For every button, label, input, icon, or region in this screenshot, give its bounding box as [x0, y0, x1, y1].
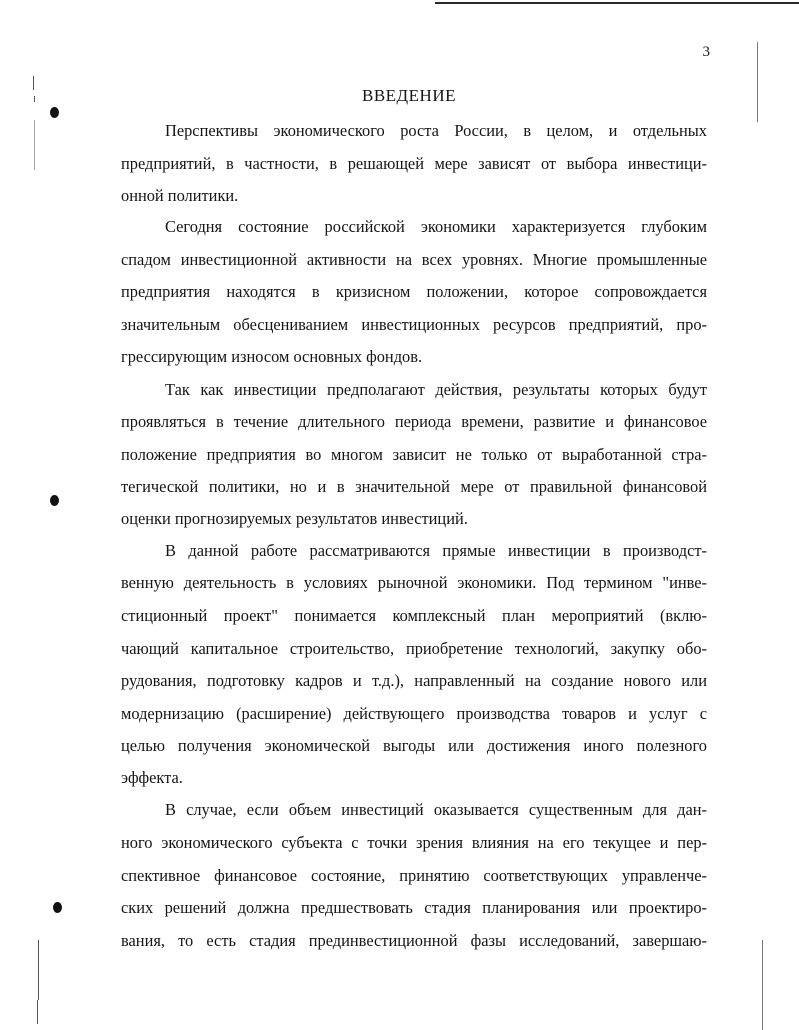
- scan-margin-mark: [38, 940, 39, 1000]
- text-line: рудования, подготовку кадров и т.д.), направленный на создание нового или: [121, 671, 707, 690]
- text-line: В данной работе рассматриваются прямые инвестиции в производст-: [165, 541, 707, 560]
- text-line: Так как инвестиции предполагают действия, результаты которых будут: [165, 380, 707, 399]
- text-line: чающий капитальное строительство, приобретение технологий, закупку обо-: [121, 639, 707, 658]
- scan-margin-mark: [757, 42, 758, 122]
- text-line: значительным обесцениванием инвестиционных ресурсов предприятий, про-: [121, 315, 707, 334]
- text-line: эффекта.: [121, 768, 183, 787]
- scan-edge-line: [435, 2, 799, 4]
- text-line: стиционный проект" понимается комплексный план мероприятий (вклю-: [121, 606, 707, 625]
- text-line: тегической политики, но и в значительной мере от правильной финансовой: [121, 477, 707, 496]
- page-title: ВВЕДЕНИЕ: [362, 86, 456, 105]
- text-line: онной политики.: [121, 186, 239, 205]
- text-line: Перспективы экономического роста России, в целом, и отдельных: [165, 121, 707, 140]
- text-line: венную деятельность в условиях рыночной экономики. Под термином "инве-: [121, 573, 707, 592]
- scan-margin-mark: [762, 940, 763, 1030]
- text-line: оценки прогнозируемых результатов инвестиций.: [121, 509, 468, 528]
- text-line: спадом инвестиционной активности на всех уровнях. Многие промышленные: [121, 250, 707, 269]
- punch-hole-dot: [50, 495, 59, 506]
- text-line: целью получения экономической выгоды или достижения иного полезного: [121, 736, 707, 755]
- scan-margin-mark: [37, 1000, 38, 1024]
- text-line: В случае, если объем инвестиций оказывается существенным для дан-: [165, 800, 707, 819]
- punch-hole-dot: [50, 107, 59, 118]
- text-line: ских решений должна предшествовать стадия планирования или проектиро-: [121, 898, 707, 917]
- text-line: предприятий, в частности, в решающей мере зависят от выбора инвестици-: [121, 154, 707, 173]
- punch-hole-dot: [53, 902, 62, 913]
- text-line: ного экономического субъекта с точки зрения влияния на его текущее и пер-: [121, 833, 707, 852]
- text-line: предприятия находятся в кризисном положении, которое сопровождается: [121, 282, 707, 301]
- text-line: проявляться в течение длительного периода времени, развитие и финансовое: [121, 412, 707, 431]
- page-number: 3: [702, 44, 710, 60]
- text-line: грессирующим износом основных фондов.: [121, 347, 423, 366]
- scan-margin-mark: [34, 120, 35, 170]
- text-line: Сегодня состояние российской экономики характеризуется глубоким: [165, 217, 707, 236]
- text-line: положение предприятия во многом зависит не только от выработанной стра-: [121, 445, 707, 464]
- text-line: спективное финансовое состояние, принятию соответствующих управленче-: [121, 866, 707, 885]
- text-line: вания, то есть стадия прединвестиционной фазы исследований, завершаю-: [121, 931, 707, 950]
- text-line: модернизацию (расширение) действующего производства товаров и услуг с: [121, 704, 707, 723]
